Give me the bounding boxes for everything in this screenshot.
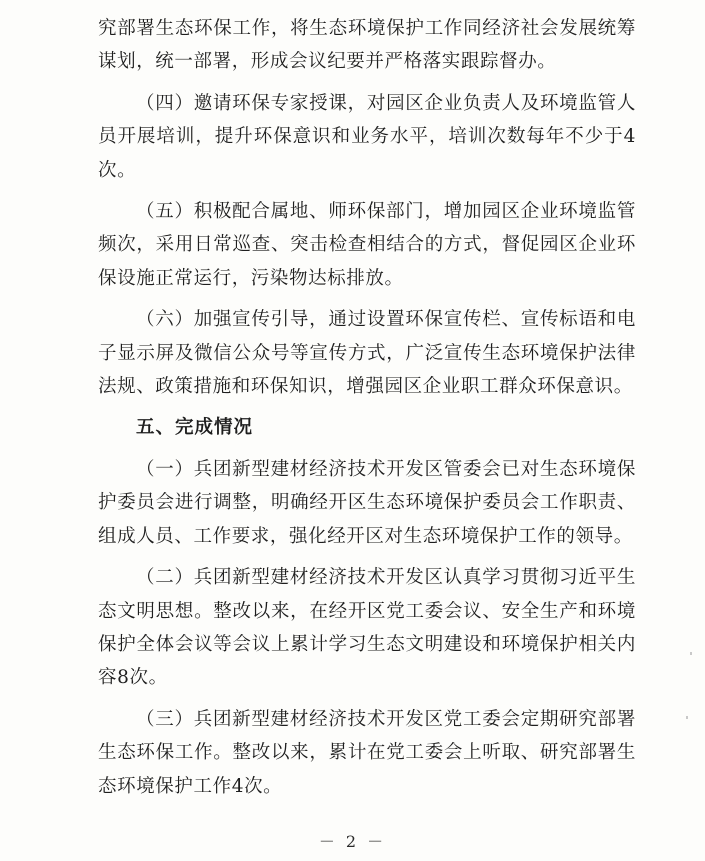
paragraph-continued: 究部署生态环保工作，将生态环境保护工作同经济社会发展统筹谋划，统一部署，形成会议纪要并严格落实跟踪督办。 (98, 18, 636, 73)
completion-item-3: （三）兵团新型建材经济技术开发区党工委会定期研究部署生态环保工作。整改以来，累计在党工委会上听取、研究部署生态环境保护工作4次。 (98, 708, 636, 797)
scan-speck (686, 716, 688, 719)
completion-item-2: （二）兵团新型建材经济技术开发区认真学习贯彻习近平生态文明思想。整改以来，在经开区党工委会议、安全生产和环境保护全体会议等会议上累计学习生态文明建设和环境保护相关内容8次。 (98, 567, 636, 689)
scan-speck (690, 652, 692, 655)
document-body (98, 12, 636, 811)
paragraph-item-4: （四）邀请环保专家授课，对园区企业负责人及环境监管人员开展培训，提升环保意识和业务水平，培训次数每年不少于4次。 (98, 92, 636, 181)
page-number: － 2 － (318, 832, 387, 851)
section-heading-completion: 五、完成情况 (136, 417, 254, 439)
paragraph-item-5: （五）积极配合属地、师环保部门，增加园区企业环境监管频次，采用日常巡查、突击检查相结合的方式，督促园区企业环保设施正常运行，污染物达标排放。 (98, 201, 636, 289)
paragraph-item-6: （六）加强宣传引导，通过设置环保宣传栏、宣传标语和电子显示屏及微信公众号等宣传方式，广泛宣传生态环境保护法律法规、政策措施和环保知识，增强园区企业职工群众环保意识。 (98, 309, 636, 398)
completion-item-1: （一）兵团新型建材经济技术开发区管委会已对生态环境保护委员会进行调整，明确经开区生态环境保护委员会工作职责、组成人员、工作要求，强化经开区对生态环境保护工作的领导。 (98, 458, 636, 547)
